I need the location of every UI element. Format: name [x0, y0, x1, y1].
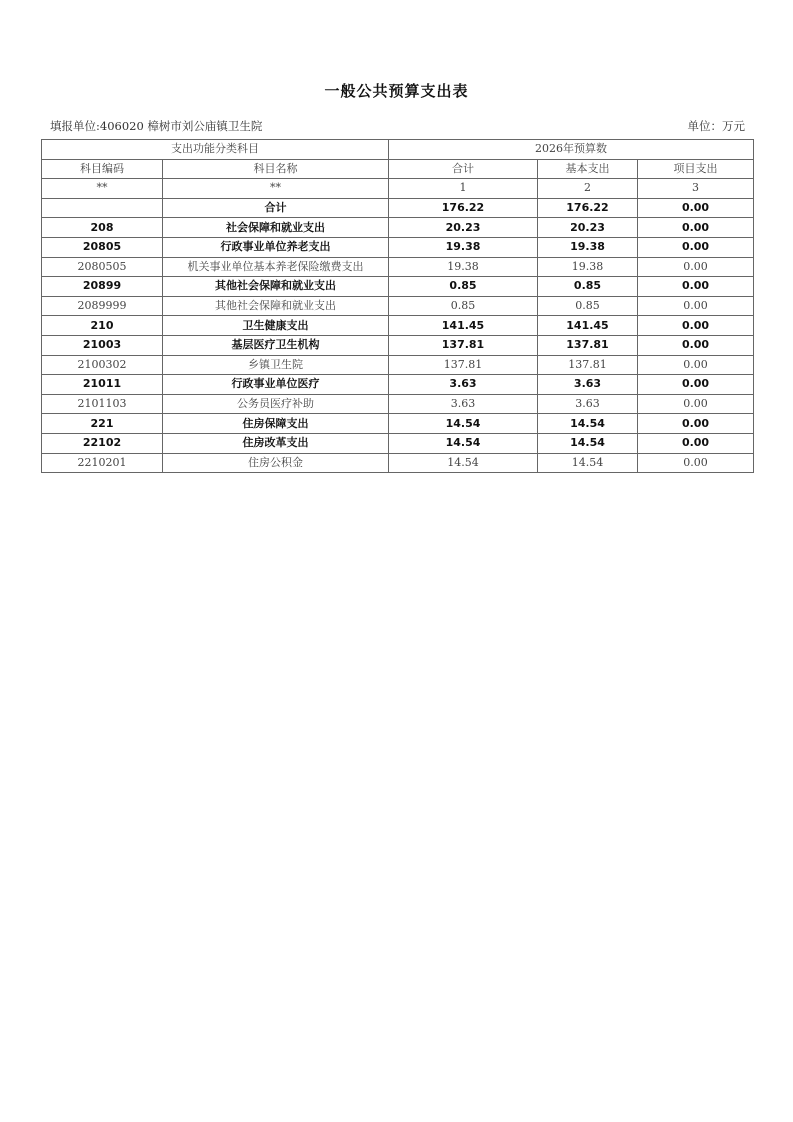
name-cell: 住房公积金 — [163, 453, 389, 473]
table-row — [42, 277, 754, 297]
total-cell: 137.81 — [389, 335, 538, 355]
basic-cell: 137.81 — [538, 355, 638, 375]
column-header-name: 科目名称 — [163, 159, 389, 179]
name-cell: 卫生健康支出 — [163, 316, 389, 336]
unit-label: 单位：万元 — [687, 119, 745, 133]
total-cell: 137.81 — [389, 355, 538, 375]
project-cell: 0.00 — [638, 453, 754, 473]
project-cell: 0.00 — [638, 237, 754, 257]
code-cell: 2080505 — [42, 257, 163, 277]
total-cell: 19.38 — [389, 237, 538, 257]
basic-cell: 14.54 — [538, 414, 638, 434]
name-cell: 机关事业单位基本养老保险缴费支出 — [163, 257, 389, 277]
index-row — [42, 179, 754, 199]
index-cell-project: 3 — [638, 179, 754, 199]
name-cell: 住房保障支出 — [163, 414, 389, 434]
name-cell: 社会保障和就业支出 — [163, 218, 389, 238]
table-row — [42, 198, 754, 218]
project-cell: 0.00 — [638, 433, 754, 453]
budget-expenditure-table — [41, 139, 754, 473]
code-cell: 221 — [42, 414, 163, 434]
total-cell: 3.63 — [389, 394, 538, 414]
index-cell-total: 1 — [389, 179, 538, 199]
code-cell: 210 — [42, 316, 163, 336]
basic-cell: 176.22 — [538, 198, 638, 218]
code-cell: 208 — [42, 218, 163, 238]
basic-cell: 137.81 — [538, 335, 638, 355]
basic-cell: 19.38 — [538, 237, 638, 257]
index-cell-basic: 2 — [538, 179, 638, 199]
code-cell: 2100302 — [42, 355, 163, 375]
code-cell: 2210201 — [42, 453, 163, 473]
name-cell: 行政事业单位养老支出 — [163, 237, 389, 257]
name-cell: 合计 — [163, 198, 389, 218]
column-header-basic: 基本支出 — [538, 159, 638, 179]
project-cell: 0.00 — [638, 414, 754, 434]
table-row — [42, 375, 754, 395]
table-row — [42, 257, 754, 277]
project-cell: 0.00 — [638, 218, 754, 238]
code-cell: 21011 — [42, 375, 163, 395]
total-cell: 14.54 — [389, 414, 538, 434]
basic-cell: 14.54 — [538, 433, 638, 453]
code-cell: 21003 — [42, 335, 163, 355]
code-cell: 2089999 — [42, 296, 163, 316]
table-row — [42, 414, 754, 434]
project-cell: 0.00 — [638, 198, 754, 218]
project-cell: 0.00 — [638, 277, 754, 297]
basic-cell: 3.63 — [538, 394, 638, 414]
project-cell: 0.00 — [638, 335, 754, 355]
table-row — [42, 316, 754, 336]
total-cell: 3.63 — [389, 375, 538, 395]
table-row — [42, 296, 754, 316]
project-cell: 0.00 — [638, 355, 754, 375]
name-cell: 基层医疗卫生机构 — [163, 335, 389, 355]
code-cell — [42, 198, 163, 218]
table-row — [42, 453, 754, 473]
name-cell: 公务员医疗补助 — [163, 394, 389, 414]
basic-cell: 141.45 — [538, 316, 638, 336]
group-header-row — [42, 140, 754, 160]
name-cell: 住房改革支出 — [163, 433, 389, 453]
table-row — [42, 335, 754, 355]
column-header-project: 项目支出 — [638, 159, 754, 179]
total-cell: 0.85 — [389, 277, 538, 297]
project-cell: 0.00 — [638, 394, 754, 414]
table-row — [42, 237, 754, 257]
index-cell-name: ** — [163, 179, 389, 199]
table-row — [42, 433, 754, 453]
code-cell: 20899 — [42, 277, 163, 297]
basic-cell: 20.23 — [538, 218, 638, 238]
code-cell: 22102 — [42, 433, 163, 453]
code-cell: 2101103 — [42, 394, 163, 414]
project-cell: 0.00 — [638, 375, 754, 395]
index-cell-code: ** — [42, 179, 163, 199]
total-cell: 14.54 — [389, 453, 538, 473]
code-cell: 20805 — [42, 237, 163, 257]
total-cell: 14.54 — [389, 433, 538, 453]
table-row — [42, 355, 754, 375]
name-cell: 其他社会保障和就业支出 — [163, 296, 389, 316]
total-cell: 20.23 — [389, 218, 538, 238]
name-cell: 行政事业单位医疗 — [163, 375, 389, 395]
basic-cell: 19.38 — [538, 257, 638, 277]
total-cell: 0.85 — [389, 296, 538, 316]
page-title: 一般公共预算支出表 — [324, 82, 469, 100]
basic-cell: 14.54 — [538, 453, 638, 473]
basic-cell: 0.85 — [538, 277, 638, 297]
group-header-budget-year: 2026年预算数 — [389, 140, 754, 160]
project-cell: 0.00 — [638, 257, 754, 277]
basic-cell: 3.63 — [538, 375, 638, 395]
project-cell: 0.00 — [638, 296, 754, 316]
column-header-total: 合计 — [389, 159, 538, 179]
project-cell: 0.00 — [638, 316, 754, 336]
fill-unit-label: 填报单位:406020 樟树市刘公庙镇卫生院 — [50, 119, 263, 133]
total-cell: 141.45 — [389, 316, 538, 336]
name-cell: 乡镇卫生院 — [163, 355, 389, 375]
name-cell: 其他社会保障和就业支出 — [163, 277, 389, 297]
column-header-row — [42, 159, 754, 179]
total-cell: 176.22 — [389, 198, 538, 218]
table-row — [42, 218, 754, 238]
group-header-functional-class: 支出功能分类科目 — [42, 140, 389, 160]
total-cell: 19.38 — [389, 257, 538, 277]
basic-cell: 0.85 — [538, 296, 638, 316]
column-header-code: 科目编码 — [42, 159, 163, 179]
table-row — [42, 394, 754, 414]
